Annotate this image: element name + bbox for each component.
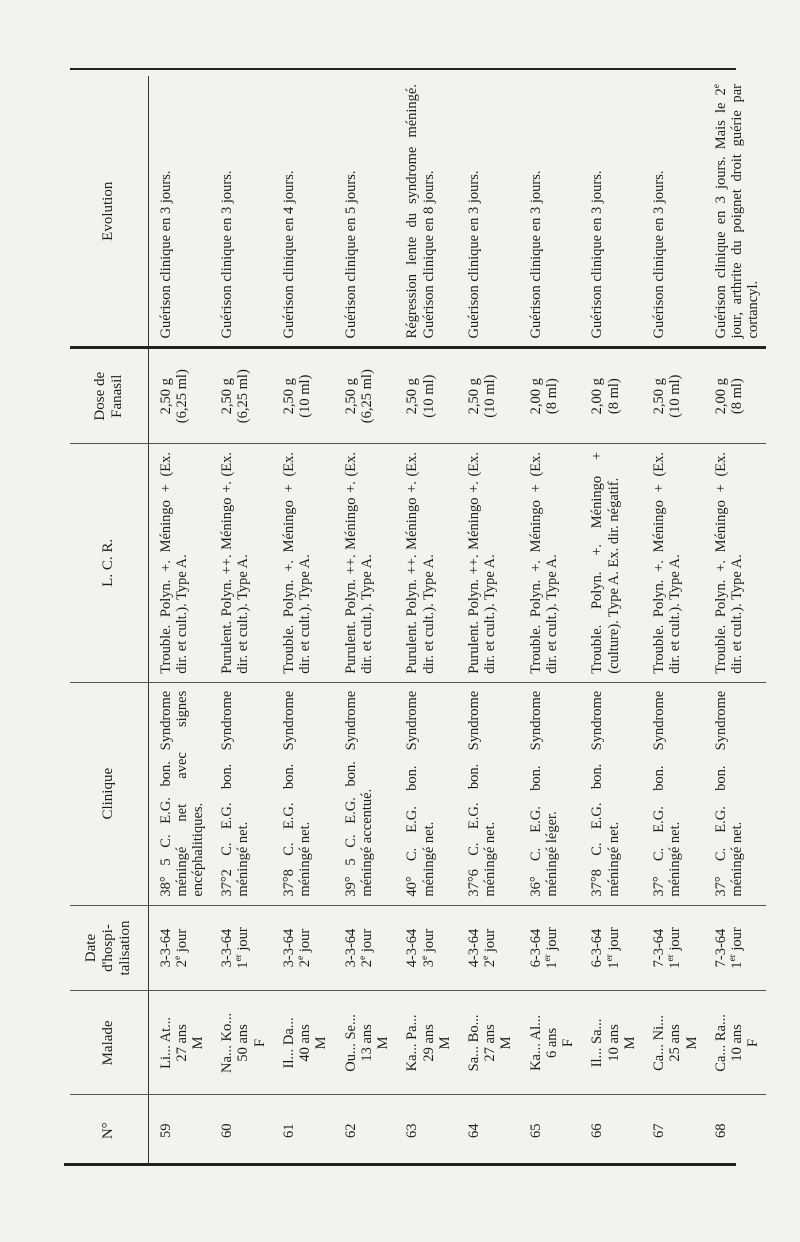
cell-evolution: Guérison clinique en 3 jours.: [148, 76, 210, 348]
cell-num: 62: [342, 1123, 359, 1138]
table-row: [272, 76, 334, 1166]
dose-volume: (10 ml): [667, 374, 684, 418]
cell-clinique: 39° 5 C. E.G. bon. Syndrome méningé accentué.: [334, 682, 396, 905]
table-row: [580, 76, 642, 1166]
cell-malade: [148, 991, 210, 1095]
cell-num: 66: [589, 1123, 606, 1138]
patient-sex: F: [251, 1038, 268, 1047]
patient-name: Li... At...: [157, 1016, 174, 1069]
dose-amount: 2,50 g: [280, 378, 297, 415]
table-row: [395, 76, 457, 1166]
admission-day: 2e jour: [172, 928, 190, 968]
admission-date: 4-3-64: [404, 928, 421, 968]
dose-volume: (10 ml): [482, 374, 499, 418]
patient-sex: F: [560, 1038, 577, 1047]
admission-day: 1er jour: [728, 927, 746, 969]
admission-day: 2e jour: [358, 928, 375, 968]
dose-volume: (10 ml): [420, 374, 437, 418]
cell-evolution: Guérison clinique en 3 jours.: [642, 76, 704, 348]
admission-date: 3-3-64: [280, 928, 297, 968]
dose-amount: 2,50 g: [342, 378, 359, 415]
admission-day: 3e jour: [419, 928, 437, 968]
patient-age: 50 ans: [235, 1024, 252, 1062]
patient-age: 10 ans: [605, 1024, 622, 1062]
admission-day: 2e jour: [481, 928, 499, 968]
cell-num: 61: [280, 1123, 297, 1138]
cell-date: [519, 905, 581, 991]
dose-volume: (6,25 ml): [235, 369, 252, 424]
cell-clinique: 37°2 C. E.G. bon. Syndrome méningé net.: [210, 682, 272, 905]
patient-age: 40 ans: [297, 1024, 314, 1062]
cell-dose: [395, 348, 457, 444]
cell-evolution: Guérison clinique en 4 jours.: [272, 76, 334, 348]
cell-malade: [334, 991, 396, 1095]
cell-clinique: 38° 5 C. E.G. bon. Syndrome méningé net avec signes encéphalitiques.: [148, 682, 210, 905]
admission-date: 4-3-64: [466, 928, 483, 968]
admission-date: 6-3-64: [527, 928, 544, 968]
dose-amount: 2,50 g: [404, 378, 421, 415]
header-clinique: Clinique: [70, 682, 148, 905]
table-row: [334, 76, 396, 1166]
admission-date: 7-3-64: [651, 928, 668, 968]
cell-lcr: Trouble. Polyn. +. Méningo + (Ex. dir. et cult.). Type A.: [704, 443, 766, 682]
cell-evolution: Guérison clinique en 3 jours.: [457, 76, 519, 348]
cell-clinique: 37° C. E.G. bon. Syndrome méningé net.: [704, 682, 766, 905]
patient-sex: M: [375, 1036, 392, 1050]
patient-sex: M: [498, 1036, 515, 1050]
header-dose: Dose de Fanasil: [70, 348, 148, 444]
cell-malade: [519, 991, 581, 1095]
table-row: [457, 76, 519, 1166]
patient-age: 6 ans: [543, 1027, 560, 1059]
cell-lcr: Purulent. Polyn. ++. Méningo +. (Ex. dir. et cult.). Type A.: [395, 443, 457, 682]
cell-evolution: Guérison clinique en 3 jours.: [519, 76, 581, 348]
dose-amount: 2,00 g: [527, 378, 544, 415]
cell-dose: [210, 348, 272, 444]
cell-num: 65: [527, 1123, 544, 1138]
table-row: [148, 76, 210, 1166]
cell-lcr: Trouble. Polyn. +. Méningo + (Ex. dir. et cult.). Type A.: [148, 443, 210, 682]
patient-name: Ou... Se...: [342, 1014, 359, 1072]
cell-malade: [457, 991, 519, 1095]
dose-amount: 2,50 g: [157, 378, 174, 415]
left-rule: [64, 1163, 736, 1166]
cell-dose: [642, 348, 704, 444]
header-lcr: L. C. R.: [70, 443, 148, 682]
cell-dose: [704, 348, 766, 444]
dose-volume: (8 ml): [605, 378, 622, 415]
cell-date: [580, 905, 642, 991]
cell-clinique: 37°8 C. E.G. bon. Syndrome méningé net.: [580, 682, 642, 905]
cell-date: [272, 905, 334, 991]
cell-evolution: Guérison clinique en 3 jours. Mais le 2e jour, arthrite du poignet droit guérie par cortancyl.: [704, 76, 766, 348]
header-num: N°: [70, 1095, 148, 1166]
patient-age: 13 ans: [358, 1024, 375, 1062]
dose-volume: (8 ml): [543, 378, 560, 415]
cell-dose: [148, 348, 210, 444]
cell-num: 64: [466, 1123, 483, 1138]
cell-dose: [334, 348, 396, 444]
table-row: [519, 76, 581, 1166]
header-evolution: Evolution: [70, 76, 148, 348]
cell-evolution: Guérison clinique en 3 jours.: [580, 76, 642, 348]
cell-lcr: Purulent. Polyn. ++. Méningo +. (Ex. dir. et cult.). Type A.: [457, 443, 519, 682]
dose-amount: 2,50 g: [651, 378, 668, 415]
cell-date: [457, 905, 519, 991]
patient-name: Il... Sa...: [589, 1018, 606, 1068]
header-date: Date d'hospi- talisation: [70, 905, 148, 991]
table-row: [210, 76, 272, 1166]
patient-age: 27 ans: [173, 1024, 190, 1062]
admission-date: 3-3-64: [157, 928, 174, 968]
cell-lcr: Trouble. Polyn. +. Méningo + (Ex. dir. et cult.). Type A.: [642, 443, 704, 682]
patient-age: 10 ans: [729, 1024, 746, 1062]
cell-date: [210, 905, 272, 991]
patient-age: 25 ans: [667, 1024, 684, 1062]
dose-volume: (6,25 ml): [173, 369, 190, 424]
cell-lcr: Trouble. Polyn. +. Méningo + (Ex. dir. et cult.). Type A.: [272, 443, 334, 682]
header-malade: Malade: [70, 991, 148, 1095]
admission-day: 1er jour: [604, 927, 622, 969]
patient-sex: F: [745, 1038, 762, 1047]
cell-evolution: Régression lente du syndrome méningé. Guérison clinique en 8 jours.: [395, 76, 457, 348]
cell-clinique: 37°6 C. E.G. bon. Syndrome méningé net.: [457, 682, 519, 905]
cell-dose: [457, 348, 519, 444]
cell-malade: [272, 991, 334, 1095]
patient-table: [70, 76, 766, 1166]
admission-day: 2e jour: [296, 928, 314, 968]
patient-sex: M: [436, 1036, 453, 1050]
patient-name: Ca... Ra...: [712, 1014, 729, 1072]
cell-evolution: Guérison clinique en 3 jours.: [210, 76, 272, 348]
cell-lcr: Purulent. Polyn. ++. Méningo +. (Ex. dir. et cult.). Type A.: [334, 443, 396, 682]
patient-sex: M: [683, 1036, 700, 1050]
cell-num: 63: [404, 1123, 421, 1138]
patient-name: Ka... Al...: [527, 1014, 544, 1071]
cell-malade: [580, 991, 642, 1095]
dose-amount: 2,00 g: [712, 378, 729, 415]
patient-age: 29 ans: [420, 1024, 437, 1062]
cell-malade: [642, 991, 704, 1095]
patient-sex: M: [313, 1036, 330, 1050]
admission-day: 1er jour: [666, 927, 684, 969]
dose-volume: (10 ml): [297, 374, 314, 418]
cell-date: [704, 905, 766, 991]
cell-date: [395, 905, 457, 991]
cell-lcr: Purulent. Polyn. ++. Méningo +. (Ex. dir. et cult.). Type A.: [210, 443, 272, 682]
cell-date: [148, 905, 210, 991]
cell-malade: [210, 991, 272, 1095]
rotated-table-page: [70, 76, 762, 1166]
cell-date: [642, 905, 704, 991]
cell-num: 59: [157, 1123, 174, 1138]
admission-date: 6-3-64: [589, 928, 606, 968]
admission-day: 1er jour: [234, 927, 252, 969]
patient-sex: M: [621, 1036, 638, 1050]
cell-lcr: Trouble. Polyn. +. Méningo + (Ex. dir. et cult.). Type A.: [519, 443, 581, 682]
cell-dose: [519, 348, 581, 444]
dose-volume: (6,25 ml): [358, 369, 375, 424]
cell-clinique: 40° C. E.G. bon. Syndrome méningé net.: [395, 682, 457, 905]
cell-clinique: 37°8 C. E.G. bon. Syndrome méningé net.: [272, 682, 334, 905]
patient-name: Sa... Bo...: [466, 1014, 483, 1072]
dose-amount: 2,50 g: [466, 378, 483, 415]
cell-evolution: Guérison clinique en 5 jours.: [334, 76, 396, 348]
cell-malade: [704, 991, 766, 1095]
cell-malade: [395, 991, 457, 1095]
header-row: [70, 76, 148, 1166]
admission-date: 7-3-64: [712, 928, 729, 968]
patient-name: Ca... Ni...: [651, 1014, 668, 1071]
cell-clinique: 36° C. E.G. bon. Syndrome méningé léger.: [519, 682, 581, 905]
dose-amount: 2,00 g: [589, 378, 606, 415]
cell-clinique: 37° C. E.G. bon. Syndrome méningé net.: [642, 682, 704, 905]
admission-date: 3-3-64: [219, 928, 236, 968]
dose-amount: 2,50 g: [219, 378, 236, 415]
cell-dose: [272, 348, 334, 444]
cell-num: 60: [219, 1123, 236, 1138]
dose-volume: (8 ml): [729, 378, 746, 415]
table-row: [704, 76, 766, 1166]
admission-day: 1er jour: [543, 927, 560, 969]
table-row: [642, 76, 704, 1166]
patient-sex: M: [189, 1036, 206, 1050]
patient-name: Ka... Pa...: [404, 1014, 421, 1072]
admission-date: 3-3-64: [342, 928, 359, 968]
patient-age: 27 ans: [482, 1024, 499, 1062]
patient-name: Na... Ko...: [219, 1012, 236, 1073]
cell-lcr: Trouble. Polyn. +. Méningo + (culture). Type A. Ex. dir. négatif.: [580, 443, 642, 682]
cell-date: [334, 905, 396, 991]
cell-dose: [580, 348, 642, 444]
right-rule: [70, 68, 736, 70]
cell-num: 67: [651, 1123, 668, 1138]
cell-num: 68: [712, 1123, 729, 1138]
patient-name: Il... Da...: [280, 1017, 297, 1069]
